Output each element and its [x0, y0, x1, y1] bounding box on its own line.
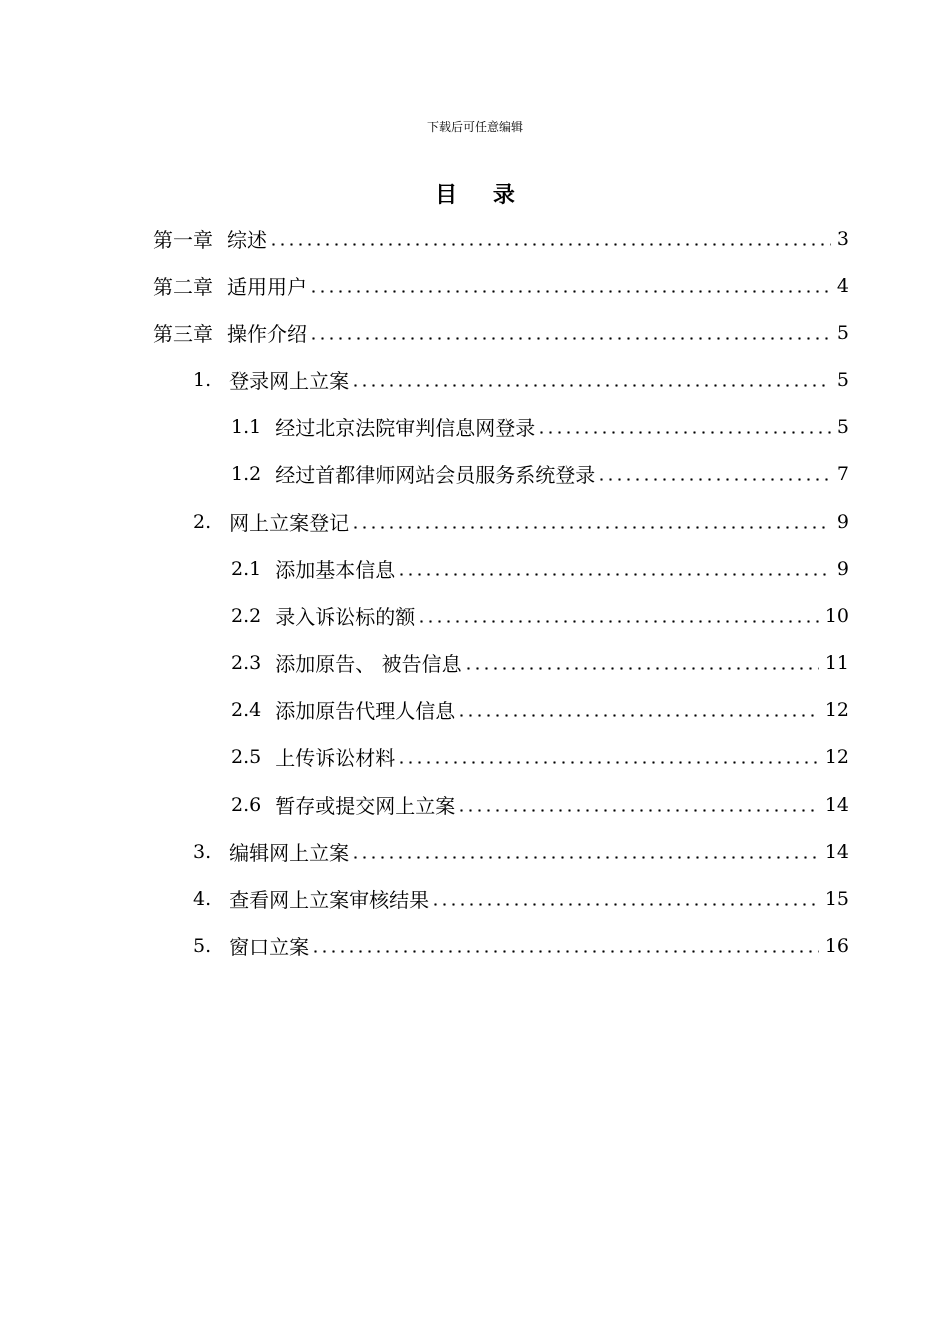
dot-leader	[464, 651, 819, 675]
dot-leader	[397, 745, 819, 769]
toc-entry[interactable]	[231, 592, 849, 639]
toc-entry-number: 2.4	[231, 698, 262, 721]
toc-entry-number: 2.6	[231, 793, 262, 816]
toc-entry[interactable]	[193, 498, 849, 545]
toc-entry-number: 1.2	[231, 462, 262, 485]
toc-entry[interactable]	[193, 922, 849, 969]
toc-entry[interactable]	[231, 781, 849, 828]
toc-entry[interactable]	[193, 828, 849, 875]
toc-entry-title: 综述	[227, 228, 267, 252]
toc-entry[interactable]	[153, 215, 849, 262]
toc-entry[interactable]	[193, 356, 849, 403]
dot-leader	[309, 321, 831, 345]
toc-entry[interactable]	[231, 686, 849, 733]
dot-leader	[351, 510, 831, 534]
toc-entry[interactable]	[153, 262, 849, 309]
toc-entry-number: 第二章	[153, 275, 213, 299]
toc-entry-page: 5	[836, 368, 849, 391]
toc-entry-page: 10	[824, 604, 849, 627]
dot-leader	[397, 557, 831, 581]
toc-entry-title: 查看网上立案审核结果	[229, 888, 430, 912]
dot-leader	[417, 604, 819, 628]
dot-leader	[309, 274, 831, 298]
toc-entry-number: 第三章	[153, 322, 213, 346]
toc-entry-title: 经过首都律师网站会员服务系统登录	[275, 463, 596, 487]
toc-entry-page: 3	[836, 227, 849, 250]
toc-entry-number: 2.5	[231, 745, 262, 768]
toc-entry-page: 12	[824, 745, 849, 768]
toc-entry-number: 3.	[193, 840, 212, 863]
dot-leader	[311, 934, 819, 958]
toc-entry-number: 第一章	[153, 228, 213, 252]
toc-entry-number: 2.	[193, 510, 212, 533]
toc-entry-number: 1.1	[231, 415, 262, 438]
toc-entry-page: 5	[836, 321, 849, 344]
dot-leader	[537, 415, 831, 439]
dot-leader	[351, 368, 831, 392]
toc-entry-title: 添加基本信息	[275, 558, 396, 582]
toc-entry-title: 暂存或提交网上立案	[275, 794, 456, 818]
toc-entry[interactable]	[231, 403, 849, 450]
toc-entry-number: 2.3	[231, 651, 262, 674]
toc-entry-page: 5	[836, 415, 849, 438]
toc-entry-title: 编辑网上立案	[229, 841, 350, 865]
toc-entry[interactable]	[231, 450, 849, 497]
toc-entry-number: 2.1	[231, 557, 262, 580]
toc-entry[interactable]	[231, 639, 849, 686]
toc-entry-title: 添加原告代理人信息	[275, 699, 456, 723]
dot-leader	[457, 698, 819, 722]
toc-entry-title: 登录网上立案	[229, 369, 350, 393]
toc-entry-page: 4	[836, 274, 849, 297]
toc-entry-page: 11	[824, 651, 849, 674]
toc-entry-title: 录入诉讼标的额	[275, 605, 416, 629]
toc-entry-number: 5.	[193, 934, 212, 957]
toc-entry-title: 网上立案登记	[229, 511, 350, 535]
toc-entry-page: 14	[824, 793, 849, 816]
toc-entry-number: 2.2	[231, 604, 262, 627]
toc-entry[interactable]	[231, 733, 849, 780]
toc-entry-title: 经过北京法院审判信息网登录	[275, 416, 536, 440]
toc-entry-number: 1.	[193, 368, 212, 391]
dot-leader	[457, 793, 819, 817]
dot-leader	[351, 840, 819, 864]
dot-leader	[269, 227, 831, 251]
toc-entry-title: 上传诉讼材料	[275, 746, 396, 770]
toc-entry[interactable]	[231, 545, 849, 592]
toc-entry[interactable]	[193, 875, 849, 922]
toc-entry-title: 适用用户	[227, 275, 307, 299]
toc-entry-page: 7	[836, 462, 849, 485]
toc-entry-title: 窗口立案	[229, 935, 310, 959]
toc-entry-page: 14	[824, 840, 849, 863]
toc-entry-page: 9	[836, 557, 849, 580]
toc-entry-page: 15	[824, 887, 849, 910]
toc-entry-title: 添加原告、 被告信息	[275, 652, 462, 676]
toc-entry-page: 9	[836, 510, 849, 533]
toc-entry-title: 操作介绍	[227, 322, 307, 346]
toc-entry-page: 12	[824, 698, 849, 721]
header-note: 下载后可任意编辑	[426, 120, 523, 134]
dot-leader	[597, 462, 831, 486]
toc-entry-number: 4.	[193, 887, 212, 910]
toc-title: 目 录	[435, 183, 529, 208]
dot-leader	[431, 887, 819, 911]
toc-entry-page: 16	[824, 934, 849, 957]
toc-entry[interactable]	[153, 309, 849, 356]
